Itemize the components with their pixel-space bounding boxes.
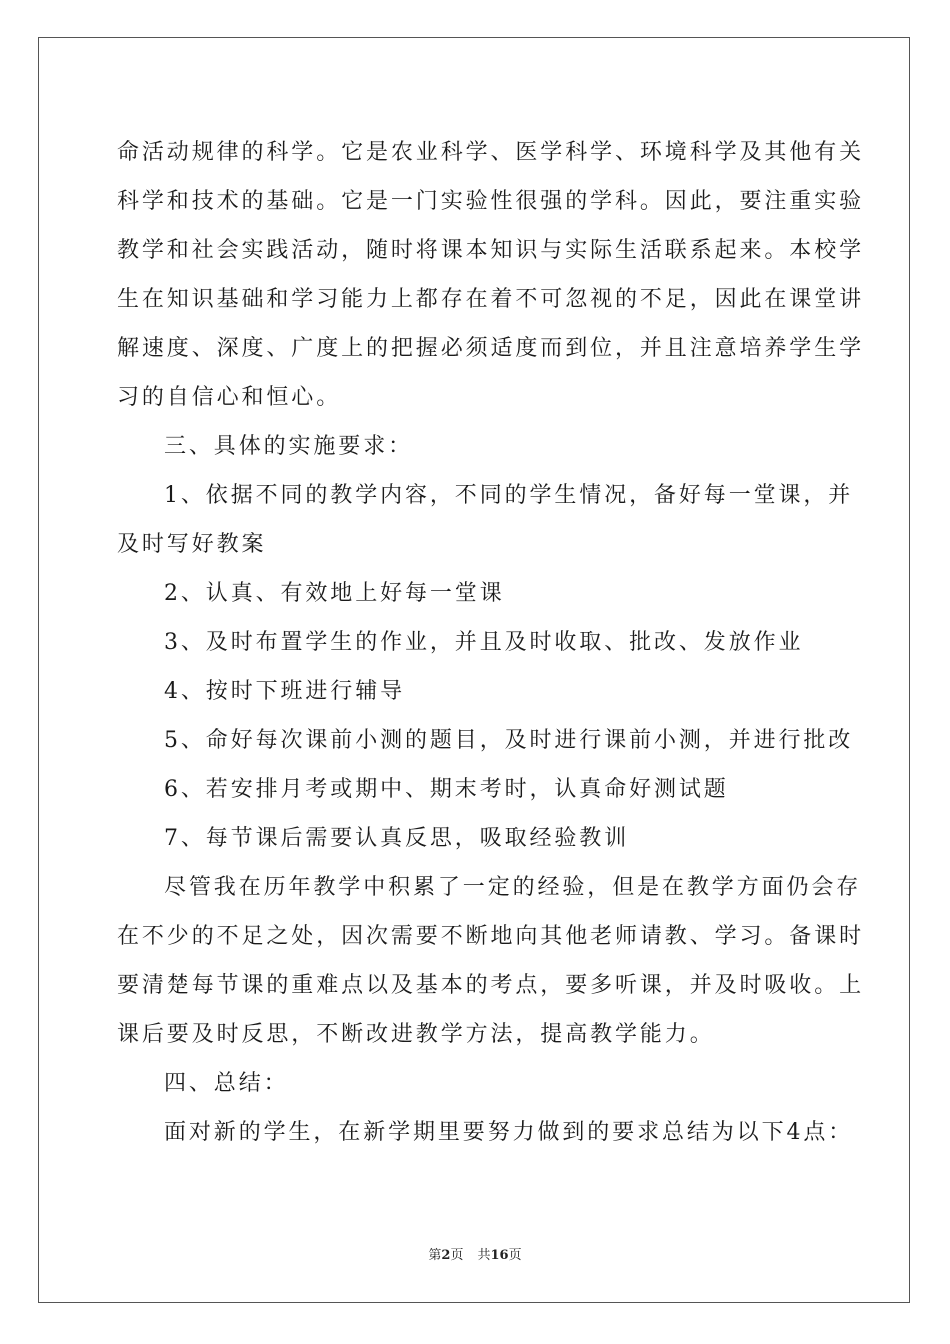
list-item: 2、认真、有效地上好每一堂课 <box>164 581 505 606</box>
paragraph-line: 习的自信心和恒心。 <box>117 385 342 410</box>
list-item: 5、命好每次课前小测的题目，及时进行课前小测，并进行批改 <box>164 728 854 753</box>
page-suffix: 页 <box>450 1248 464 1263</box>
list-item: 7、每节课后需要认真反思，吸取经验教训 <box>164 826 630 851</box>
list-item: 4、按时下班进行辅导 <box>164 679 405 704</box>
paragraph-line: 课后要及时反思，不断改进教学方法，提高教学能力。 <box>117 1022 715 1047</box>
paragraph-line: 教学和社会实践活动，随时将课本知识与实际生活联系起来。本校学 <box>117 238 865 263</box>
total-prefix: 共 <box>477 1248 491 1263</box>
section-heading: 三、具体的实施要求： <box>164 434 414 459</box>
page-number: 2 <box>441 1248 451 1263</box>
total-suffix: 页 <box>508 1248 522 1263</box>
document-body <box>117 128 865 1157</box>
paragraph-line: 生在知识基础和学习能力上都存在着不可忽视的不足，因此在课堂讲 <box>117 287 865 312</box>
page-prefix: 第 <box>428 1248 442 1263</box>
list-item: 6、若安排月考或期中、期末考时，认真命好测试题 <box>164 777 729 802</box>
paragraph-line: 尽管我在历年教学中积累了一定的经验，但是在教学方面仍会存 <box>164 875 862 900</box>
paragraph-line: 在不少的不足之处，因次需要不断地向其他老师请教、学习。备课时 <box>117 924 865 949</box>
paragraph-line: 解速度、深度、广度上的把握必须适度而到位，并且注意培养学生学 <box>117 336 865 361</box>
page-footer <box>0 1244 950 1263</box>
total-pages: 16 <box>490 1248 509 1263</box>
paragraph-line: 面对新的学生，在新学期里要努力做到的要求总结为以下4点： <box>164 1120 854 1145</box>
paragraph-line: 科学和技术的基础。它是一门实验性很强的学科。因此，要注重实验 <box>117 189 865 214</box>
section-heading: 四、总结： <box>164 1071 289 1096</box>
paragraph-line: 命活动规律的科学。它是农业科学、医学科学、环境科学及其他有关 <box>117 140 865 165</box>
list-item-continuation: 及时写好教案 <box>117 532 267 557</box>
paragraph-line: 要清楚每节课的重难点以及基本的考点，要多听课，并及时吸收。上 <box>117 973 865 998</box>
list-item: 1、依据不同的教学内容，不同的学生情况，备好每一堂课，并 <box>164 483 854 508</box>
list-item: 3、及时布置学生的作业，并且及时收取、批改、发放作业 <box>164 630 804 655</box>
